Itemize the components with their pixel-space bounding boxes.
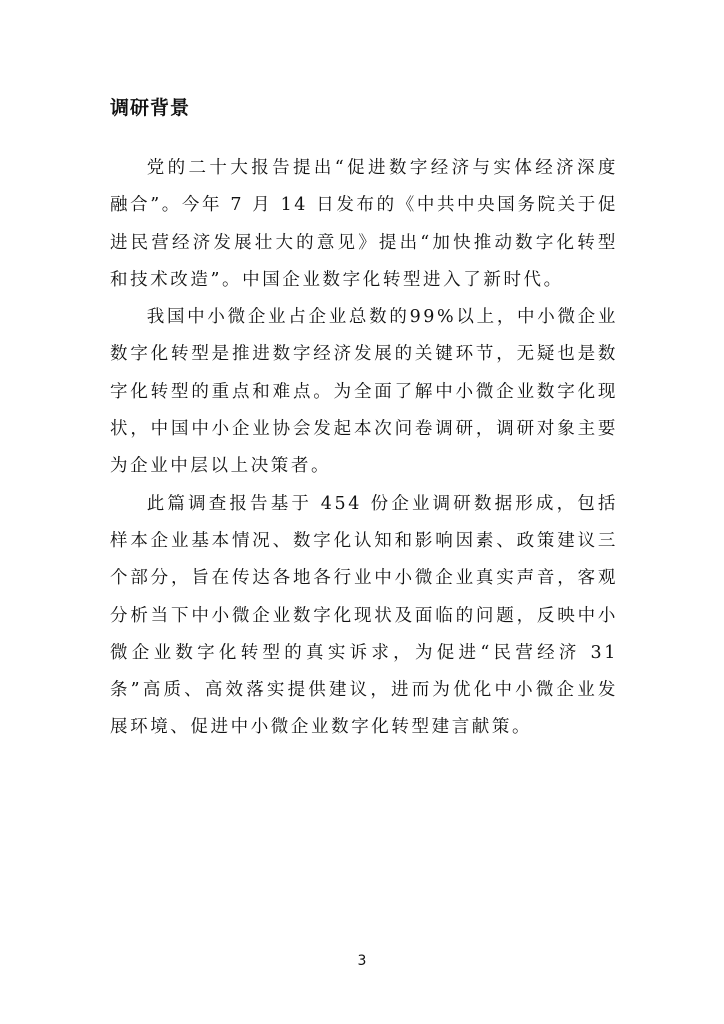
body-text: [110, 150, 618, 747]
paragraph-1: 党的二十大报告提出“促进数字经济与实体经济深度融合”。今年 7 月 14 日发布的《中共中央国务院关于促进民营经济发展壮大的意见》提出“加快推动数字化转型和技术改造”。中国企业数字化转型进入了新时代。: [110, 158, 618, 290]
paragraph-2: 我国中小微企业占企业总数的99%以上，中小微企业数字化转型是推进数字经济发展的关键环节，无疑也是数字化转型的重点和难点。为全面了解中小微企业数字化现状，中国中小企业协会发起本次问卷调研，调研对象主要为企业中层以上决策者。: [110, 307, 618, 477]
paragraph-3: 此篇调查报告基于 454 份企业调研数据形成，包括样本企业基本情况、数字化认知和影响因素、政策建议三个部分，旨在传达各地各行业中小微企业真实声音，客观分析当下中小微企业数字化现状及面临的问题，反映中小微企业数字化转型的真实诉求，为促进“民营经济 31 条”高质、高效落实提供建议，进而为优化中小微企业发展环境、促进中小微企业数字化转型建言献策。: [110, 493, 618, 738]
page-number: 3: [357, 953, 367, 969]
section-heading: 调研背景: [110, 97, 191, 119]
